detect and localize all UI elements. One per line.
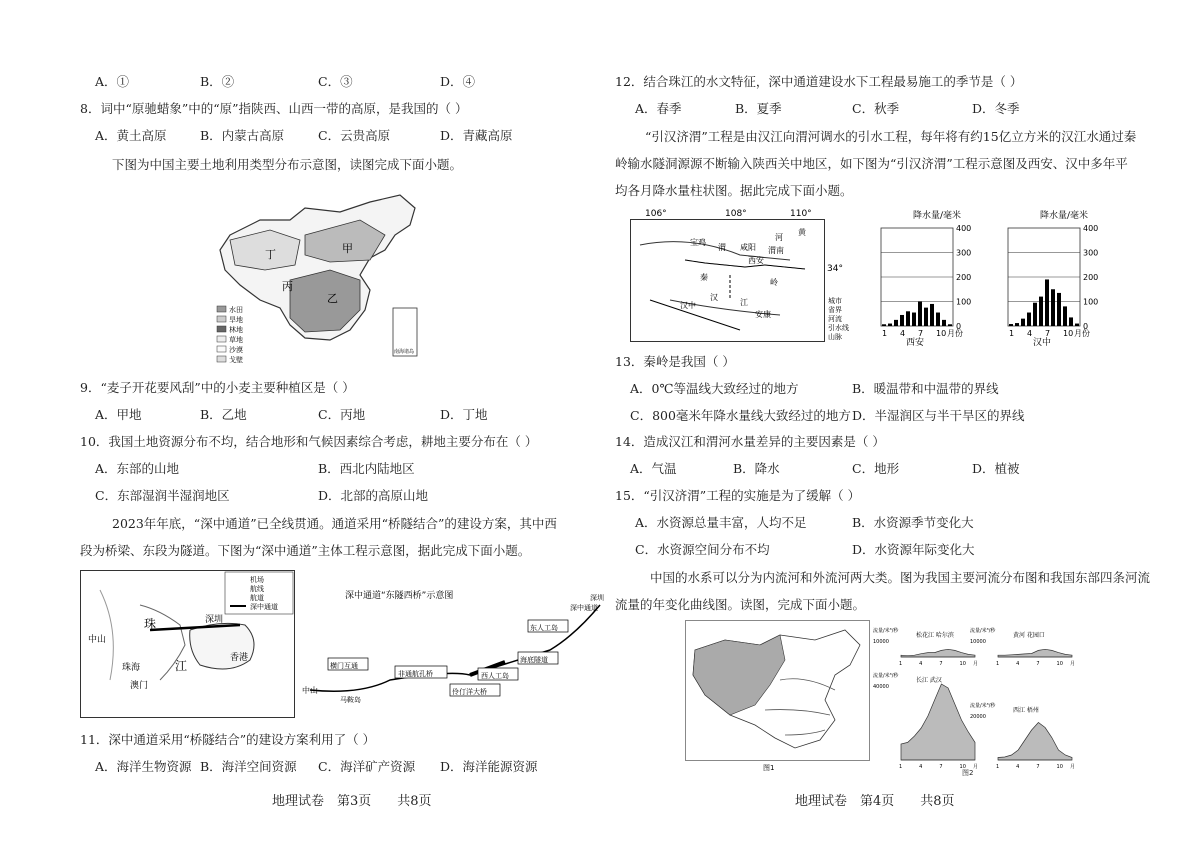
scheme-shenzhong: 深中通道 xyxy=(570,604,598,612)
water-transfer-map xyxy=(630,205,849,343)
flow-xtick: 10 xyxy=(959,764,966,770)
q15-stem: 15．“引汉济渭”工程的实施是为了缓解（ ） xyxy=(615,488,861,503)
scheme-zhongshan: 中山 xyxy=(302,686,318,695)
scheme-west-island: 西人工岛 xyxy=(481,672,509,680)
legend-dryland: 旱地 xyxy=(229,316,243,324)
precip-xtick: 1 xyxy=(882,329,888,338)
flow-curve xyxy=(901,684,975,760)
precip-bar xyxy=(882,324,886,326)
precip-xtick: 1 xyxy=(1009,329,1015,338)
flow-xtick: 10 xyxy=(1056,764,1063,770)
lon-110: 110° xyxy=(790,209,812,219)
flow-river: 松花江 哈尔滨 xyxy=(916,632,954,639)
q12-option-c[interactable]: C．秋季 xyxy=(852,101,900,116)
q10-option-d[interactable]: D．北部的高原山地 xyxy=(318,488,429,503)
place-hanzhong: 汉中 xyxy=(680,301,696,310)
scheme-east-island: 东人工岛 xyxy=(530,624,558,632)
precip-bar xyxy=(924,308,928,326)
flow-xtick: 月 xyxy=(973,661,979,667)
precip-bar xyxy=(1027,313,1031,326)
flow-xtick: 7 xyxy=(1036,764,1040,770)
place-han: 汉 xyxy=(710,293,718,302)
tunnel-intro-2: 段为桥梁、东段为隧道。下图为“深中通道”主体工程示意图，据此完成下面小题。 xyxy=(80,543,531,558)
q13-stem: 13．秦岭是我国（ ） xyxy=(615,354,735,369)
precip-bar xyxy=(912,313,916,326)
place-ling: 岭 xyxy=(770,278,778,287)
q8-option-c[interactable]: C．云贵高原 xyxy=(318,128,391,143)
q11-option-a[interactable]: A．海洋生物资源 xyxy=(95,759,192,774)
flow-ylabel: 流量/米³/秒 xyxy=(873,628,899,634)
place-he: 河 xyxy=(775,233,783,242)
flow-ymax: 10000 xyxy=(873,639,889,645)
tunnel-intro-1: 2023年年底，“深中通道”已全线贯通。通道采用“桥隧结合”的建设方案，其中西 xyxy=(112,516,557,531)
q9-stem: 9．“麦子开花要风刮”中的小麦主要种植区是（ ） xyxy=(80,380,355,395)
scheme-maanshan: 马鞍岛 xyxy=(340,696,361,704)
q13-option-d[interactable]: D．半湿润区与半干旱区的界线 xyxy=(852,408,1025,423)
precip-chart-hanzhong xyxy=(1000,208,1118,346)
flow-ymax: 10000 xyxy=(970,639,986,645)
precip-city: 西安 xyxy=(906,338,925,348)
flow-xtick: 1 xyxy=(899,764,903,770)
q14-option-c[interactable]: C．地形 xyxy=(852,461,900,476)
precip-ytick: 300 xyxy=(956,248,972,258)
precip-bar xyxy=(1063,306,1067,326)
flow-chart-yangtze xyxy=(873,670,983,770)
flow-xtick: 月 xyxy=(1070,764,1076,770)
precip-bar xyxy=(894,320,898,326)
place-qin: 秦 xyxy=(700,273,708,282)
scheme-title: 深中通道“东隧西桥”示意图 xyxy=(345,591,454,601)
lon-108: 108° xyxy=(725,209,747,219)
flow-xtick: 4 xyxy=(919,661,923,667)
precip-ytick: 0 xyxy=(1083,322,1089,331)
legend-shenzhong: 深中通道 xyxy=(250,603,278,611)
precip-bar xyxy=(1039,297,1043,326)
place-zhongshan: 中山 xyxy=(88,635,107,645)
q8-stem: 8．词中“原驰蜡象”中的“原”指陕西、山西一带的高原，是我国的（ ） xyxy=(80,101,468,116)
precip-bar xyxy=(930,304,934,326)
q14-stem: 14．造成汉江和渭河水量差异的主要因素是（ ） xyxy=(615,434,885,449)
precip-xtick: 10 xyxy=(936,329,947,338)
region-jia: 甲 xyxy=(342,242,353,255)
q10-option-b[interactable]: B．西北内陆地区 xyxy=(318,461,415,476)
q15-option-d[interactable]: D．水资源年际变化大 xyxy=(852,542,975,557)
place-weinan: 渭南 xyxy=(768,246,784,255)
legend-forest: 林地 xyxy=(229,326,243,334)
water-intro-3: 均各月降水量柱状图。据此完成下面小题。 xyxy=(615,183,853,198)
flow-xtick: 1 xyxy=(996,661,1000,667)
flow-curve xyxy=(998,649,1072,657)
rivers-intro-1: 中国的水系可以分为内流河和外流河两大类。图为我国主要河流分布图和我国东部四条河流 xyxy=(650,570,1151,585)
precip-bar xyxy=(1045,279,1049,326)
precip-bar xyxy=(942,320,946,326)
place-ankang: 安康 xyxy=(755,310,771,319)
q14-option-b[interactable]: B．降水 xyxy=(733,461,780,476)
precip-bar xyxy=(948,324,952,326)
legend-gobi: 戈壁 xyxy=(229,356,243,364)
water-intro-2: 岭输水隧洞源源不断输入陕西关中地区，如下图为“引汉济渭”工程示意图及西安、汉中多年平 xyxy=(615,156,1128,171)
flow-ylabel: 流量/米³/秒 xyxy=(873,673,899,679)
fig1-label: 图1 xyxy=(763,764,775,772)
river-map xyxy=(685,620,870,772)
legend-city: 城市 xyxy=(828,297,842,305)
precip-bar xyxy=(1057,293,1061,326)
flow-xtick: 1 xyxy=(899,661,903,667)
place-zhuhai: 珠海 xyxy=(122,663,141,673)
precip-bar xyxy=(1033,303,1037,326)
left-page xyxy=(60,0,620,847)
flow-xtick: 4 xyxy=(1016,764,1020,770)
flow-xtick: 4 xyxy=(1016,661,1020,667)
flow-ylabel: 流量/米³/秒 xyxy=(970,628,996,634)
flow-chart-yellow xyxy=(970,625,1080,667)
region-yi: 乙 xyxy=(327,292,338,305)
precip-ytick: 400 xyxy=(956,224,972,233)
q7-option-d[interactable]: D．④ xyxy=(440,74,476,89)
q12-option-a[interactable]: A．春季 xyxy=(635,101,682,116)
flow-xtick: 月 xyxy=(973,764,979,770)
precip-bar xyxy=(1021,319,1025,326)
q13-option-a[interactable]: A．0℃等温线大致经过的地方 xyxy=(630,381,799,396)
place-zhu: 珠 xyxy=(144,617,157,631)
precip-ytick: 300 xyxy=(1083,248,1099,258)
flow-ymax: 40000 xyxy=(873,684,889,690)
precip-bar xyxy=(1015,323,1019,326)
precip-city: 汉中 xyxy=(1033,338,1052,348)
q9-option-a[interactable]: A．甲地 xyxy=(95,407,142,422)
flow-river: 西江 梧州 xyxy=(1013,707,1039,714)
q14-option-a[interactable]: A．气温 xyxy=(630,461,677,476)
q11-option-d[interactable]: D．海洋能源资源 xyxy=(440,759,538,774)
legend-channel: 航道 xyxy=(250,594,264,602)
flow-xtick: 10 xyxy=(959,661,966,667)
precip-bar xyxy=(1009,324,1013,326)
flow-chart-xijiang xyxy=(970,700,1080,770)
flow-xtick: 1 xyxy=(996,764,1000,770)
q10-option-c[interactable]: C．东部湿润半湿润地区 xyxy=(95,488,230,503)
q15-option-c[interactable]: C．水资源空间分布不均 xyxy=(635,542,770,557)
scheme-lingding-bridge: 伶仃洋大桥 xyxy=(452,688,487,696)
flow-xtick: 7 xyxy=(1036,661,1040,667)
q9-option-c[interactable]: C．丙地 xyxy=(318,407,366,422)
q14-option-d[interactable]: D．植被 xyxy=(972,461,1020,476)
precip-ytick: 400 xyxy=(1083,224,1099,233)
precip-ylabel: 降水量/毫米 xyxy=(1040,211,1089,221)
precip-bar xyxy=(1075,324,1079,326)
legend-border: 省界 xyxy=(828,306,842,314)
flow-xtick: 7 xyxy=(939,764,943,770)
region-bing: 丙 xyxy=(282,280,293,293)
lon-106: 106° xyxy=(645,209,667,219)
precip-bar xyxy=(936,313,940,326)
legend-river: 河流 xyxy=(828,315,842,323)
precip-xtick: 10 xyxy=(1063,329,1074,338)
place-hongkong: 香港 xyxy=(230,653,249,663)
flow-chart-songhua xyxy=(873,625,983,667)
q7-option-a[interactable]: A．① xyxy=(95,74,130,89)
place-jiang-r: 江 xyxy=(740,298,748,307)
place-macau: 澳门 xyxy=(130,681,149,691)
place-xian: 西安 xyxy=(748,256,764,265)
flow-xtick: 月 xyxy=(1070,661,1076,667)
precip-ytick: 200 xyxy=(1083,273,1099,282)
place-xianyang: 咸阳 xyxy=(740,243,756,252)
flow-ymax: 20000 xyxy=(970,714,986,720)
q7-option-c[interactable]: C．③ xyxy=(318,74,353,89)
q7-option-b[interactable]: B．② xyxy=(200,74,235,89)
precip-xlabel: 月份 xyxy=(947,329,963,338)
flow-river: 黄河 花园口 xyxy=(1013,632,1045,639)
place-baoji: 宝鸡 xyxy=(690,238,706,247)
place-huang: 黄 xyxy=(798,228,806,237)
q12-option-d[interactable]: D．冬季 xyxy=(972,101,1020,116)
q9-option-d[interactable]: D．丁地 xyxy=(440,407,488,422)
q11-option-c[interactable]: C．海洋矿产资源 xyxy=(318,759,416,774)
q10-option-a[interactable]: A．东部的山地 xyxy=(95,461,180,476)
precip-bar xyxy=(900,315,904,326)
scheme-nonnav-bridge: 非通航孔桥 xyxy=(398,670,433,678)
region-ding: 丁 xyxy=(265,248,276,261)
legend-mountain: 山脉 xyxy=(828,333,842,341)
precip-bar xyxy=(1069,317,1073,326)
shenzhong-map xyxy=(80,570,295,718)
flow-river: 长江 武汉 xyxy=(916,677,942,684)
precip-xtick: 7 xyxy=(918,329,924,338)
flow-curve xyxy=(901,649,975,657)
flow-curve xyxy=(998,723,1072,761)
precip-xlabel: 月份 xyxy=(1074,329,1090,338)
q11-stem: 11．深中通道采用“桥隧结合”的建设方案利用了（ ） xyxy=(80,732,376,747)
precip-ytick: 100 xyxy=(1083,297,1099,307)
precip-ylabel: 降水量/毫米 xyxy=(913,211,962,221)
water-map-legend xyxy=(828,296,849,341)
lat-34: 34° xyxy=(827,264,843,274)
fig2-label: 图2 xyxy=(962,769,974,777)
precip-bar xyxy=(906,311,910,326)
scheme-shenzhen: 深圳 xyxy=(590,594,604,602)
flow-xtick: 10 xyxy=(1056,661,1063,667)
precip-ytick: 200 xyxy=(956,273,972,282)
flow-xtick: 7 xyxy=(939,661,943,667)
q8-option-b[interactable]: B．内蒙古高原 xyxy=(200,128,285,143)
rivers-intro-2: 流量的年变化曲线图。读图，完成下面小题。 xyxy=(615,597,866,612)
legend-water-line: 引水线 xyxy=(828,324,849,332)
place-shenzhen: 深圳 xyxy=(205,615,224,625)
q12-stem: 12．结合珠江的水文特征，深中通道建设水下工程最易施工的季节是（ ） xyxy=(615,74,1023,89)
legend-airline: 航线 xyxy=(250,585,264,593)
legend-grass: 草地 xyxy=(229,336,243,344)
precip-bar xyxy=(918,302,922,327)
q12-option-b[interactable]: B．夏季 xyxy=(735,101,782,116)
right-page xyxy=(615,0,1155,847)
shenzhong-scheme xyxy=(300,580,620,720)
q11-option-b[interactable]: B．海洋空间资源 xyxy=(200,759,297,774)
precip-ytick: 100 xyxy=(956,297,972,307)
landuse-intro: 下图为中国主要土地利用类型分布示意图，读图完成下面小题。 xyxy=(112,157,463,172)
flow-ylabel: 流量/米³/秒 xyxy=(970,703,996,709)
water-intro-1: “引汉济渭”工程是由汉江向渭河调水的引水工程，每年将有约15亿立方米的汉江水通过秦 xyxy=(645,129,1137,144)
q13-option-b[interactable]: B．暖温带和中温带的界线 xyxy=(852,381,999,396)
q15-option-a[interactable]: A．水资源总量丰富，人均不足 xyxy=(635,515,807,530)
precip-bar xyxy=(1051,289,1055,326)
q10-stem: 10．我国土地资源分布不均，结合地形和气候因素综合考虑，耕地主要分布在（ ） xyxy=(80,434,538,449)
q13-option-c[interactable]: C．800毫米年降水量线大致经过的地方 xyxy=(630,408,851,423)
precip-ytick: 0 xyxy=(956,322,962,331)
q8-option-d[interactable]: D．青藏高原 xyxy=(440,128,513,143)
precip-xtick: 4 xyxy=(1027,329,1033,338)
legend-airport: 机场 xyxy=(250,576,264,584)
legend-paddy: 水田 xyxy=(229,306,243,314)
precip-xtick: 4 xyxy=(900,329,906,338)
precip-chart-xian xyxy=(873,208,991,346)
q8-option-a[interactable]: A．黄土高原 xyxy=(95,128,167,143)
scheme-undersea-tunnel: 海底隧道 xyxy=(520,656,548,664)
scheme-hengmen: 横门互通 xyxy=(330,662,358,670)
landuse-map xyxy=(210,190,480,370)
place-jiang: 江 xyxy=(175,659,188,673)
left-footer: 地理试卷 第3页 共8页 xyxy=(272,794,432,809)
q9-option-b[interactable]: B．乙地 xyxy=(200,407,247,422)
flow-xtick: 4 xyxy=(919,764,923,770)
legend-desert: 沙漠 xyxy=(229,346,243,354)
precip-xtick: 7 xyxy=(1045,329,1051,338)
place-wei: 渭 xyxy=(718,243,726,252)
inset-label: 南海诸岛 xyxy=(394,349,415,355)
q15-option-b[interactable]: B．水资源季节变化大 xyxy=(852,515,974,530)
precip-bar xyxy=(888,324,892,326)
right-footer: 地理试卷 第4页 共8页 xyxy=(795,794,955,809)
